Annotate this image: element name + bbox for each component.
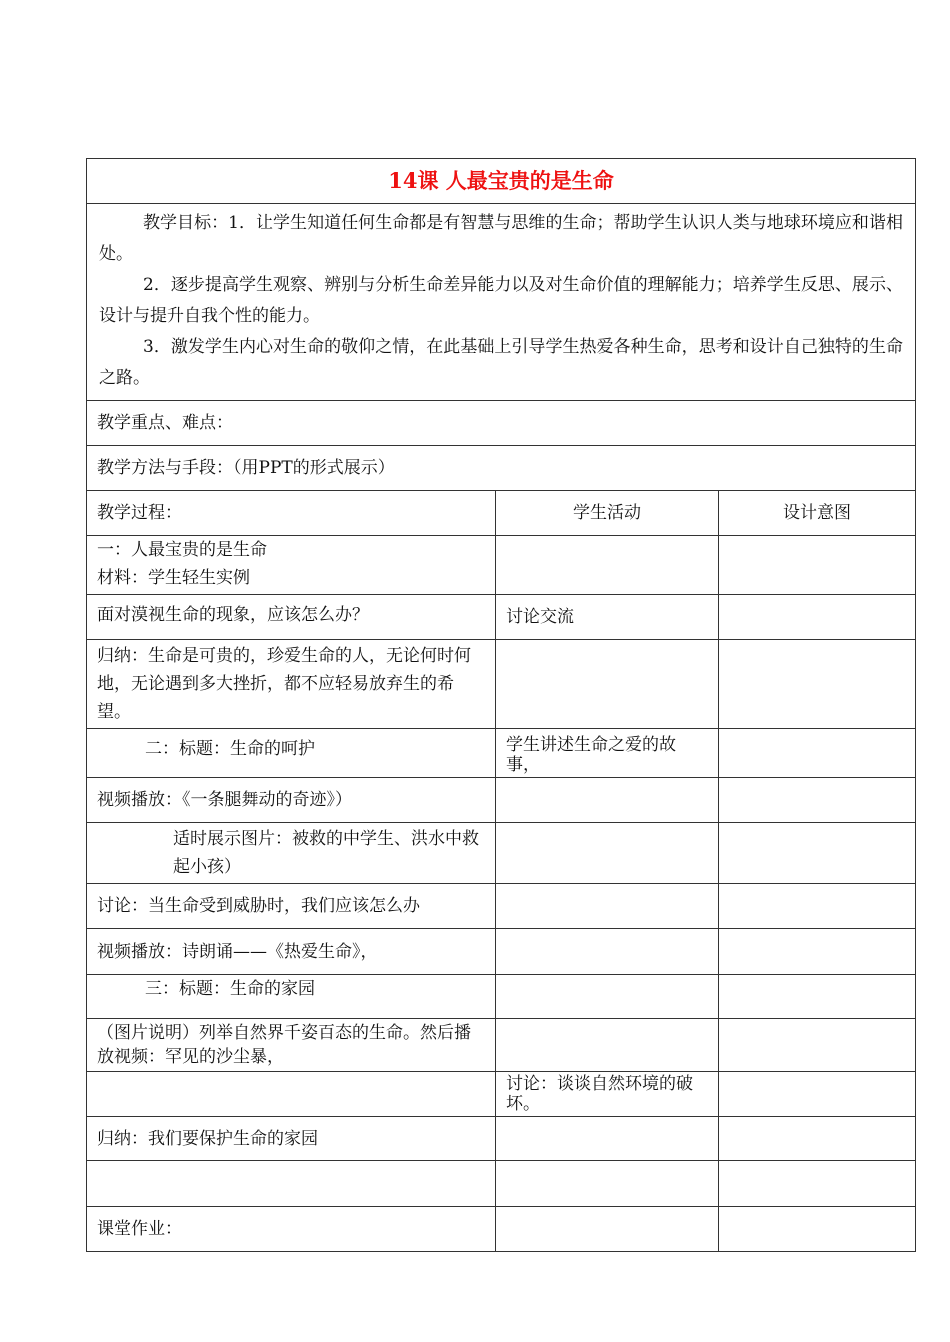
intent-cell <box>719 975 916 1019</box>
key-points-cell <box>87 401 916 446</box>
intent-cell <box>719 1161 916 1207</box>
activity-cell <box>496 1117 719 1161</box>
intent-cell <box>719 1019 916 1072</box>
header-intent-label: 设计意图 <box>783 503 851 523</box>
objective-1: 教学目标：1．让学生知道任何生命都是有智慧与思维的生命；帮助学生认识人类与地球环境应和谐相处。 <box>99 213 903 264</box>
intent-cell <box>719 929 916 975</box>
activity-cell <box>496 929 719 975</box>
header-activity-label: 学生活动 <box>573 503 641 523</box>
activity-cell <box>496 595 719 640</box>
process-text: 归纳：我们要保护生命的家园 <box>97 1128 318 1149</box>
process-cell <box>87 1161 496 1207</box>
process-cell <box>87 823 496 884</box>
intent-cell <box>719 1072 916 1117</box>
intent-cell <box>719 823 916 884</box>
methods-cell <box>87 446 916 491</box>
process-cell <box>87 729 496 778</box>
intent-cell <box>719 1207 916 1252</box>
process-cell <box>87 1117 496 1161</box>
process-text: 面对漠视生命的现象，应该怎么办？ <box>97 605 369 625</box>
objectives-cell <box>87 204 916 401</box>
process-cell <box>87 1019 496 1072</box>
activity-cell <box>496 1019 719 1072</box>
header-intent <box>719 491 916 536</box>
process-text: 三：标题：生命的家园 <box>145 979 315 999</box>
process-text: 课堂作业： <box>97 1219 182 1239</box>
activity-cell <box>496 975 719 1019</box>
activity-cell <box>496 536 719 595</box>
methods-label: 教学方法与手段：（用PPT的形式展示） <box>97 458 395 478</box>
process-cell <box>87 1207 496 1252</box>
activity-cell <box>496 884 719 929</box>
process-cell <box>87 975 496 1019</box>
activity-cell <box>496 729 719 778</box>
process-cell <box>87 595 496 640</box>
objective-3: 3．激发学生内心对生命的敬仰之情，在此基础上引导学生热爱各种生命，思考和设计自己独特的生命之路。 <box>99 337 903 388</box>
activity-text: 学生讲述生命之爱的故事， <box>506 735 676 775</box>
intent-cell <box>719 640 916 729</box>
intent-cell <box>719 536 916 595</box>
header-activity <box>496 491 719 536</box>
activity-cell <box>496 1161 719 1207</box>
process-cell <box>87 1072 496 1117</box>
process-text: 一：人最宝贵的是生命 材料：学生轻生实例 <box>97 540 267 588</box>
activity-cell <box>496 823 719 884</box>
intent-cell <box>719 595 916 640</box>
process-cell <box>87 778 496 823</box>
lesson-plan-table <box>86 158 916 1252</box>
process-text: （图片说明）列举自然界千姿百态的生命。然后播放视频：罕见的沙尘暴， <box>97 1023 471 1067</box>
activity-cell <box>496 1207 719 1252</box>
process-cell <box>87 640 496 729</box>
process-cell <box>87 929 496 975</box>
process-text: 讨论：当生命受到威胁时，我们应该怎么办 <box>97 896 420 916</box>
title-cell <box>87 159 916 204</box>
process-text: 视频播放：诗朗诵——《热爱生命》， <box>97 941 378 962</box>
activity-cell <box>496 640 719 729</box>
header-process <box>87 491 496 536</box>
intent-cell <box>719 778 916 823</box>
process-text: 视频播放：《一条腿舞动的奇迹》） <box>97 790 352 810</box>
intent-cell <box>719 729 916 778</box>
process-cell <box>87 536 496 595</box>
activity-cell <box>496 1072 719 1117</box>
intent-cell <box>719 1117 916 1161</box>
intent-cell <box>719 884 916 929</box>
process-text: 二：标题：生命的呵护 <box>145 739 315 759</box>
process-text: 归纳：生命是可贵的，珍爱生命的人，无论何时何地，无论遇到多大挫折，都不应轻易放弃生的希望。 <box>97 646 471 722</box>
key-points-label: 教学重点、难点： <box>97 413 233 433</box>
objective-2: 2．逐步提高学生观察、辨别与分析生命差异能力以及对生命价值的理解能力；培养学生反思、展示、设计与提升自我个性的能力。 <box>99 275 903 326</box>
activity-cell <box>496 778 719 823</box>
activity-text: 讨论：谈谈自然环境的破坏。 <box>506 1074 693 1114</box>
header-process-label: 教学过程： <box>97 503 182 523</box>
lesson-title: 14课 人最宝贵的是生命 <box>388 168 614 193</box>
process-text: 适时展示图片：被救的中学生、洪水中救起小孩） <box>173 829 479 877</box>
process-cell <box>87 884 496 929</box>
activity-text: 讨论交流 <box>506 607 574 627</box>
